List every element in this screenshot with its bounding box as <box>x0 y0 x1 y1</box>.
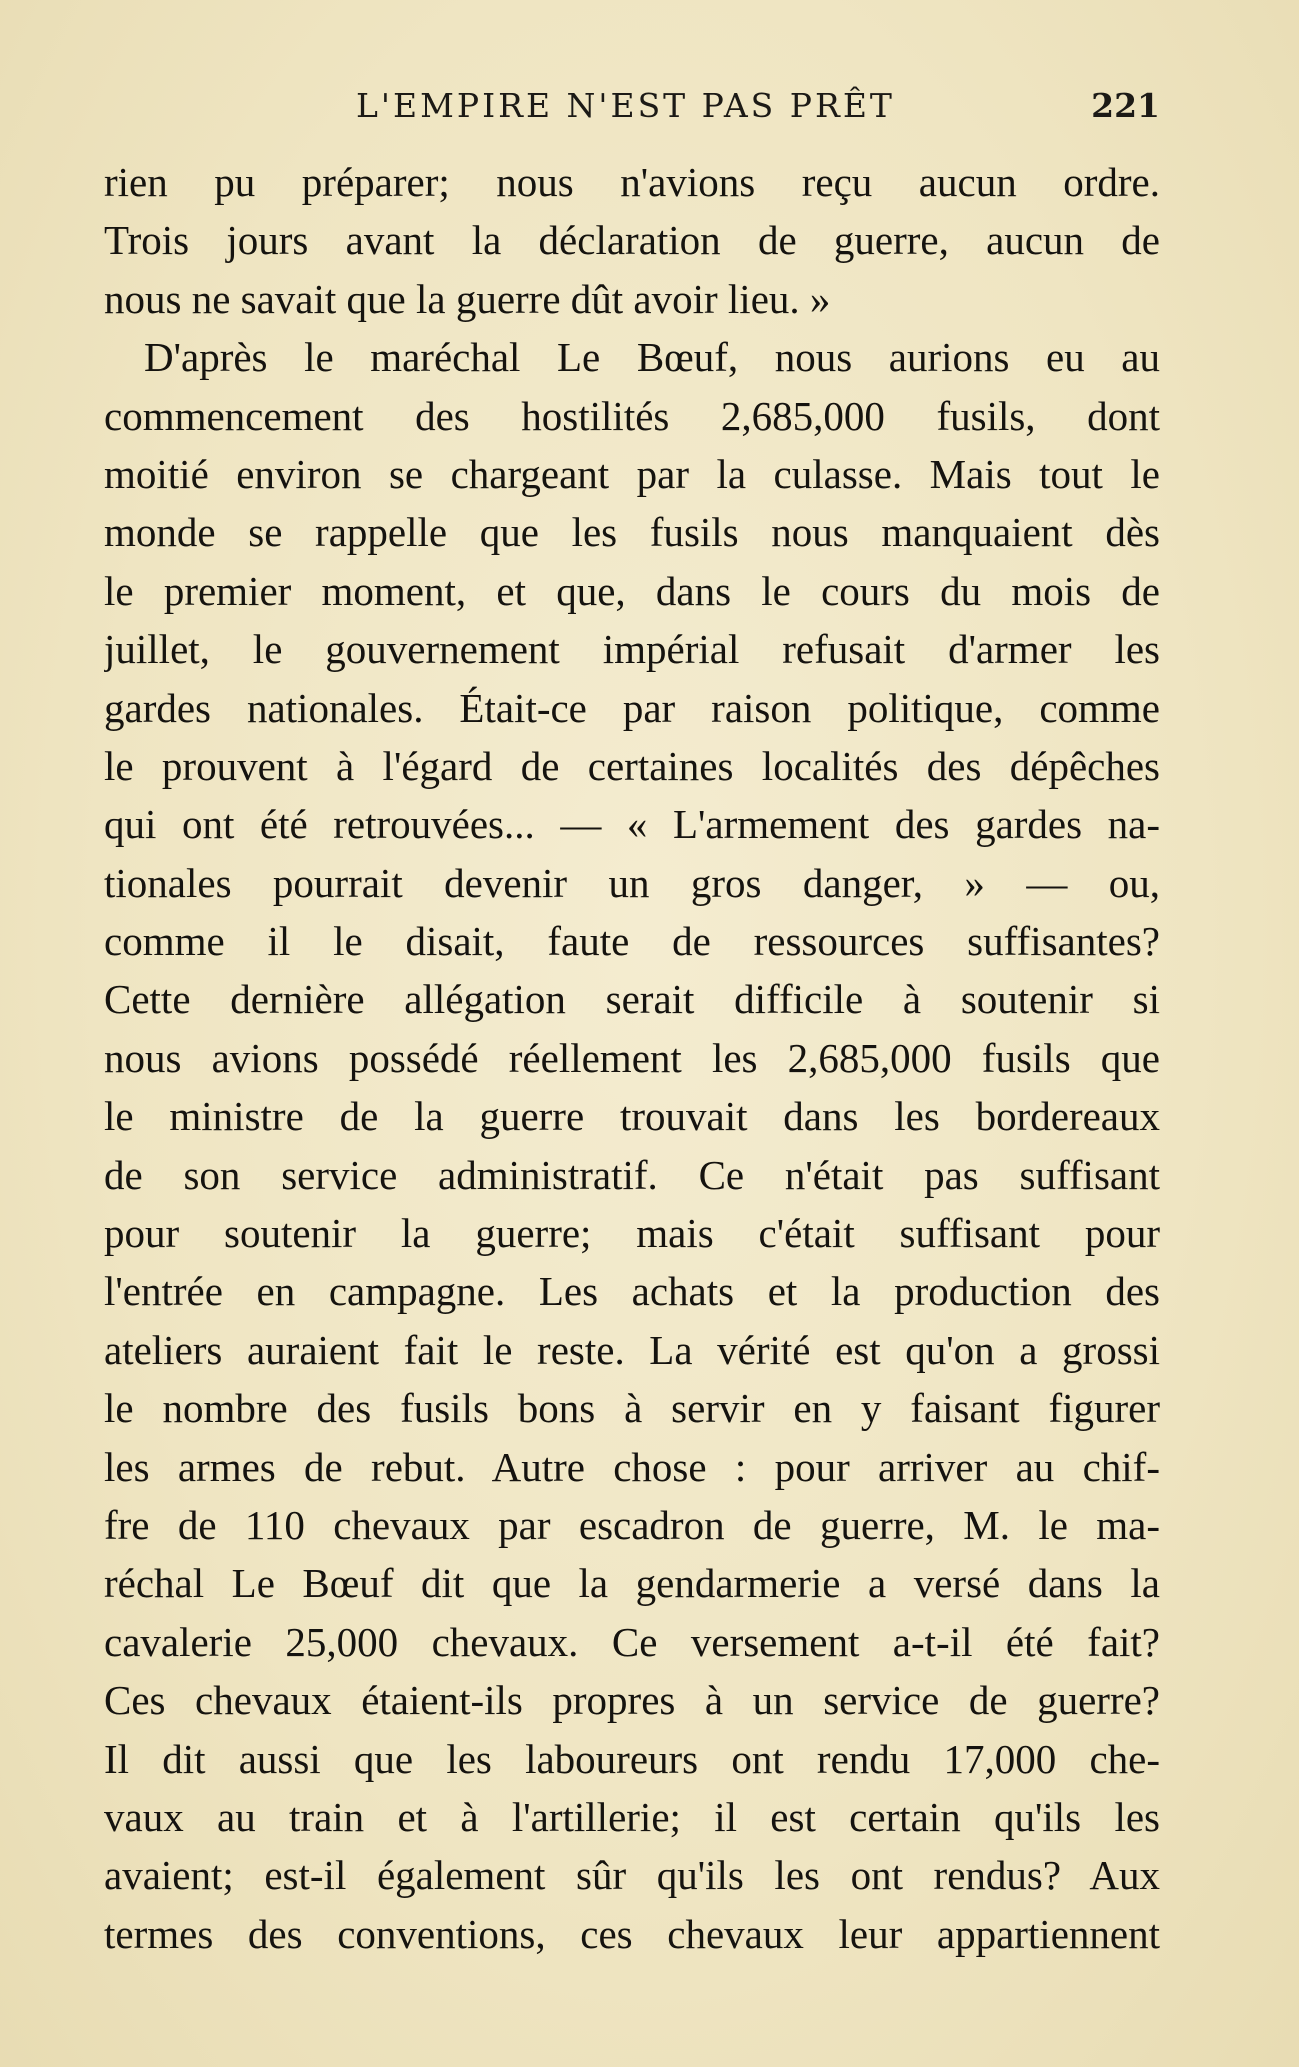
text-line: les armes de rebut. Autre chose : pour arriver au chif- <box>104 1443 1160 1490</box>
text-line: Trois jours avant la déclaration de guerre, aucun de <box>104 217 1160 264</box>
text-line: pour soutenir la guerre; mais c'était suffisant pour <box>104 1210 1160 1257</box>
text-line: fre de 110 chevaux par escadron de guerre, M. le ma- <box>104 1501 1160 1548</box>
text-line: le prouvent à l'égard de certaines localités des dépêches <box>104 742 1160 789</box>
text-line: comme il le disait, faute de ressources suffisantes? <box>104 918 1160 965</box>
text-line: réchal Le Bœuf dit que la gendarmerie a versé dans la <box>104 1560 1160 1607</box>
text-line: Cette dernière allégation serait difficile à soutenir si <box>104 976 1160 1023</box>
text-line: l'entrée en campagne. Les achats et la production des <box>104 1268 1160 1315</box>
text-line: nous avions possédé réellement les 2,685,000 fusils que <box>104 1034 1160 1081</box>
text-line: de son service administratif. Ce n'était pas suffisant <box>104 1151 1160 1198</box>
body-text <box>104 153 1160 1963</box>
text-line: rien pu préparer; nous n'avions reçu aucun ordre. <box>104 159 1160 205</box>
text-line: gardes nationales. Était-ce par raison politique, comme <box>104 684 1160 731</box>
text-line: juillet, le gouvernement impérial refusait d'armer les <box>104 626 1160 673</box>
text-line: avaient; est-il également sûr qu'ils les ont rendus? Aux <box>104 1852 1160 1899</box>
page-number: 221 <box>1091 86 1160 125</box>
text-line: commencement des hostilités 2,685,000 fusils, dont <box>104 392 1160 439</box>
text-line: termes des conventions, ces chevaux leur appartiennent <box>104 1910 1160 1957</box>
text-line: ateliers auraient fait le reste. La vérité est qu'on a grossi <box>104 1326 1160 1373</box>
text-line: Ces chevaux étaient-ils propres à un service de guerre? <box>104 1677 1160 1724</box>
text-line: le nombre des fusils bons à servir en y faisant figurer <box>104 1385 1160 1432</box>
text-line: vaux au train et à l'artillerie; il est certain qu'ils les <box>104 1793 1160 1840</box>
text-line: tionales pourrait devenir un gros danger, » — ou, <box>104 859 1160 906</box>
text-line: Il dit aussi que les laboureurs ont rendu 17,000 che- <box>104 1735 1160 1782</box>
text-line: moitié environ se chargeant par la culasse. Mais tout le <box>104 450 1160 497</box>
running-title: L'EMPIRE N'EST PAS PRÊT <box>356 86 895 125</box>
text-line: cavalerie 25,000 chevaux. Ce versement a-t-il été fait? <box>104 1618 1160 1665</box>
paragraph-first-line: D'après le maréchal Le Bœuf, nous aurions eu au <box>144 334 1160 381</box>
text-line: monde se rappelle que les fusils nous manquaient dès <box>104 509 1160 556</box>
text-line: le premier moment, et que, dans le cours du mois de <box>104 567 1160 614</box>
text-line: nous ne savait que la guerre dût avoir lieu. » <box>104 275 831 322</box>
text-line: qui ont été retrouvées... — « L'armement des gardes na- <box>104 801 1160 848</box>
page-header <box>104 78 1160 134</box>
text-line: le ministre de la guerre trouvait dans les bordereaux <box>104 1093 1160 1140</box>
